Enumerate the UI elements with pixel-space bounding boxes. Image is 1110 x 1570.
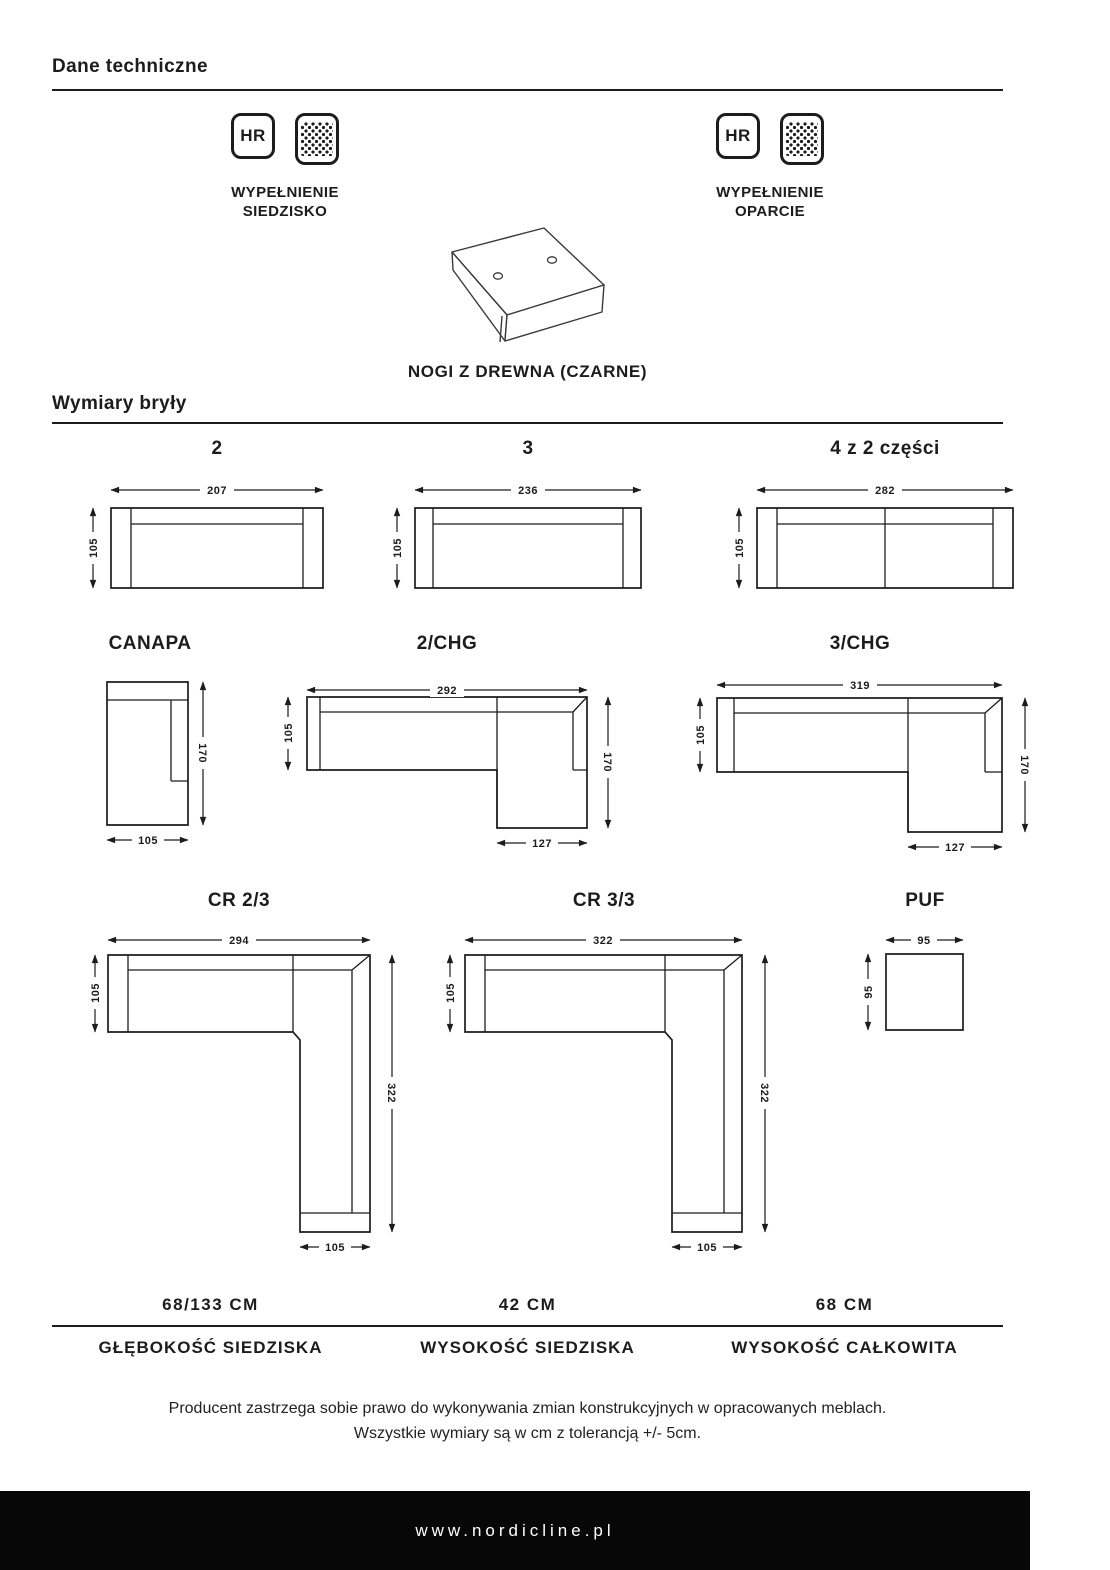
dim-total-height — [758, 955, 772, 1232]
section-title-dimensions: Wymiary bryły — [52, 393, 187, 414]
filling-back-group — [700, 113, 840, 221]
dim-label: 105 — [87, 538, 100, 558]
dim-height — [88, 955, 102, 1032]
dim-label: 95 — [862, 985, 875, 999]
dim-chaise-width — [497, 836, 587, 850]
section-rule — [52, 422, 1003, 424]
diagram-2chg — [270, 665, 625, 860]
stat-value-seat-depth: 68/133 CM — [162, 1295, 259, 1314]
dim-label: 105 — [694, 725, 707, 745]
dim-total-height — [1018, 698, 1032, 832]
dim-label: 322 — [758, 1083, 771, 1103]
dim-width — [108, 933, 370, 947]
filling-seat-group — [215, 113, 355, 221]
dim-width — [415, 483, 641, 497]
dim-label: 127 — [945, 841, 965, 854]
dim-label: 105 — [282, 723, 295, 743]
dim-label: 127 — [532, 837, 552, 850]
dim-width — [465, 933, 742, 947]
footer-bar — [0, 1491, 1030, 1570]
dim-height — [86, 508, 100, 588]
dim-total-height — [385, 955, 399, 1232]
diagram-sofa-4z2 — [728, 470, 1028, 600]
dim-height — [196, 682, 210, 825]
diagram-3chg — [690, 665, 1040, 860]
hr-label: HR — [725, 126, 751, 145]
dim-height — [693, 698, 707, 772]
filling-seat-label-line1: WYPEŁNIENIE — [231, 184, 339, 201]
dim-label: 170 — [601, 752, 614, 772]
filling-back-label-line2: OPARCIE — [734, 203, 806, 220]
dim-chaise-width — [908, 840, 1002, 854]
filling-seat-label-line2: SIEDZISKO — [242, 203, 328, 220]
dim-label: 95 — [917, 934, 931, 947]
stat-label-seat-depth: GŁĘBOKOŚĆ SIEDZISKA — [98, 1338, 323, 1357]
perforated-foam-icon — [295, 113, 339, 165]
dim-label: 105 — [391, 538, 404, 558]
dim-height — [281, 697, 295, 770]
diagram-canapa — [60, 665, 230, 860]
diagram-title-3: 3 — [522, 438, 534, 459]
diagram-cr33 — [440, 925, 780, 1265]
dim-total-height — [601, 697, 615, 828]
diagram-title-3chg: 3/CHG — [829, 633, 891, 654]
dim-label: 294 — [229, 934, 249, 947]
dim-label: 292 — [437, 684, 457, 697]
dim-height — [861, 954, 875, 1030]
diagram-title-2chg: 2/CHG — [416, 633, 478, 654]
hr-foam-icon — [231, 113, 275, 159]
diagram-sofa-3 — [386, 470, 656, 600]
dim-height — [390, 508, 404, 588]
dim-width — [757, 483, 1013, 497]
diagram-title-cr33: CR 3/3 — [572, 890, 636, 911]
dim-label: 105 — [89, 983, 102, 1003]
dim-label: 105 — [138, 834, 158, 847]
stat-label-total-height: WYSOKOŚĆ CAŁKOWITA — [731, 1338, 958, 1357]
dim-width — [107, 833, 188, 847]
diagram-puf — [840, 925, 990, 1050]
diagram-title-cr23: CR 2/3 — [207, 890, 271, 911]
hr-label: HR — [240, 126, 266, 145]
dim-label: 236 — [518, 484, 538, 497]
hr-foam-icon — [716, 113, 760, 159]
dim-width — [307, 683, 587, 697]
footer-url: www.nordicline.pl — [415, 1520, 615, 1540]
dim-label: 105 — [325, 1241, 345, 1254]
section-rule — [52, 89, 1003, 91]
dim-label: 105 — [733, 538, 746, 558]
dim-label: 207 — [207, 484, 227, 497]
dim-label: 105 — [444, 983, 457, 1003]
dim-bottom-width — [300, 1240, 370, 1254]
stats-band — [52, 1294, 1003, 1358]
diagram-sofa-2 — [82, 470, 342, 600]
dim-label: 170 — [196, 743, 209, 763]
dim-height — [732, 508, 746, 588]
diagram-title-4z2: 4 z 2 części — [830, 438, 940, 459]
perforated-foam-icon — [780, 113, 824, 165]
wooden-leg-drawing — [430, 225, 650, 355]
dim-bottom-width — [672, 1240, 742, 1254]
dim-width — [111, 483, 323, 497]
diagram-title-canapa: CANAPA — [108, 633, 192, 654]
dim-label: 282 — [875, 484, 895, 497]
filling-back-label-line1: WYPEŁNIENIE — [716, 184, 824, 201]
dim-label: 319 — [850, 679, 870, 692]
diagram-title-2: 2 — [211, 438, 223, 459]
section-title-technical: Dane techniczne — [52, 56, 208, 77]
legs-caption: NOGI Z DREWNA (CZARNE) — [407, 362, 648, 381]
disclaimer — [52, 1396, 1003, 1446]
stat-value-seat-height: 42 CM — [498, 1295, 557, 1314]
dim-width — [886, 933, 963, 947]
disclaimer-line1: Producent zastrzega sobie prawo do wykonywania zmian konstrukcyjnych w opracowanych meblach. — [168, 1400, 887, 1417]
dim-label: 105 — [697, 1241, 717, 1254]
dim-label: 322 — [593, 934, 613, 947]
dim-width — [717, 678, 1002, 692]
diagram-title-puf: PUF — [905, 890, 945, 911]
stat-label-seat-height: WYSOKOŚĆ SIEDZISKA — [420, 1338, 635, 1357]
dim-label: 170 — [1018, 755, 1031, 775]
disclaimer-line2: Wszystkie wymiary są w cm z tolerancją +/- 5cm. — [353, 1425, 702, 1442]
dim-label: 322 — [385, 1083, 398, 1103]
dim-height — [443, 955, 457, 1032]
diagram-cr23 — [75, 925, 410, 1265]
stat-value-total-height: 68 CM — [815, 1295, 874, 1314]
